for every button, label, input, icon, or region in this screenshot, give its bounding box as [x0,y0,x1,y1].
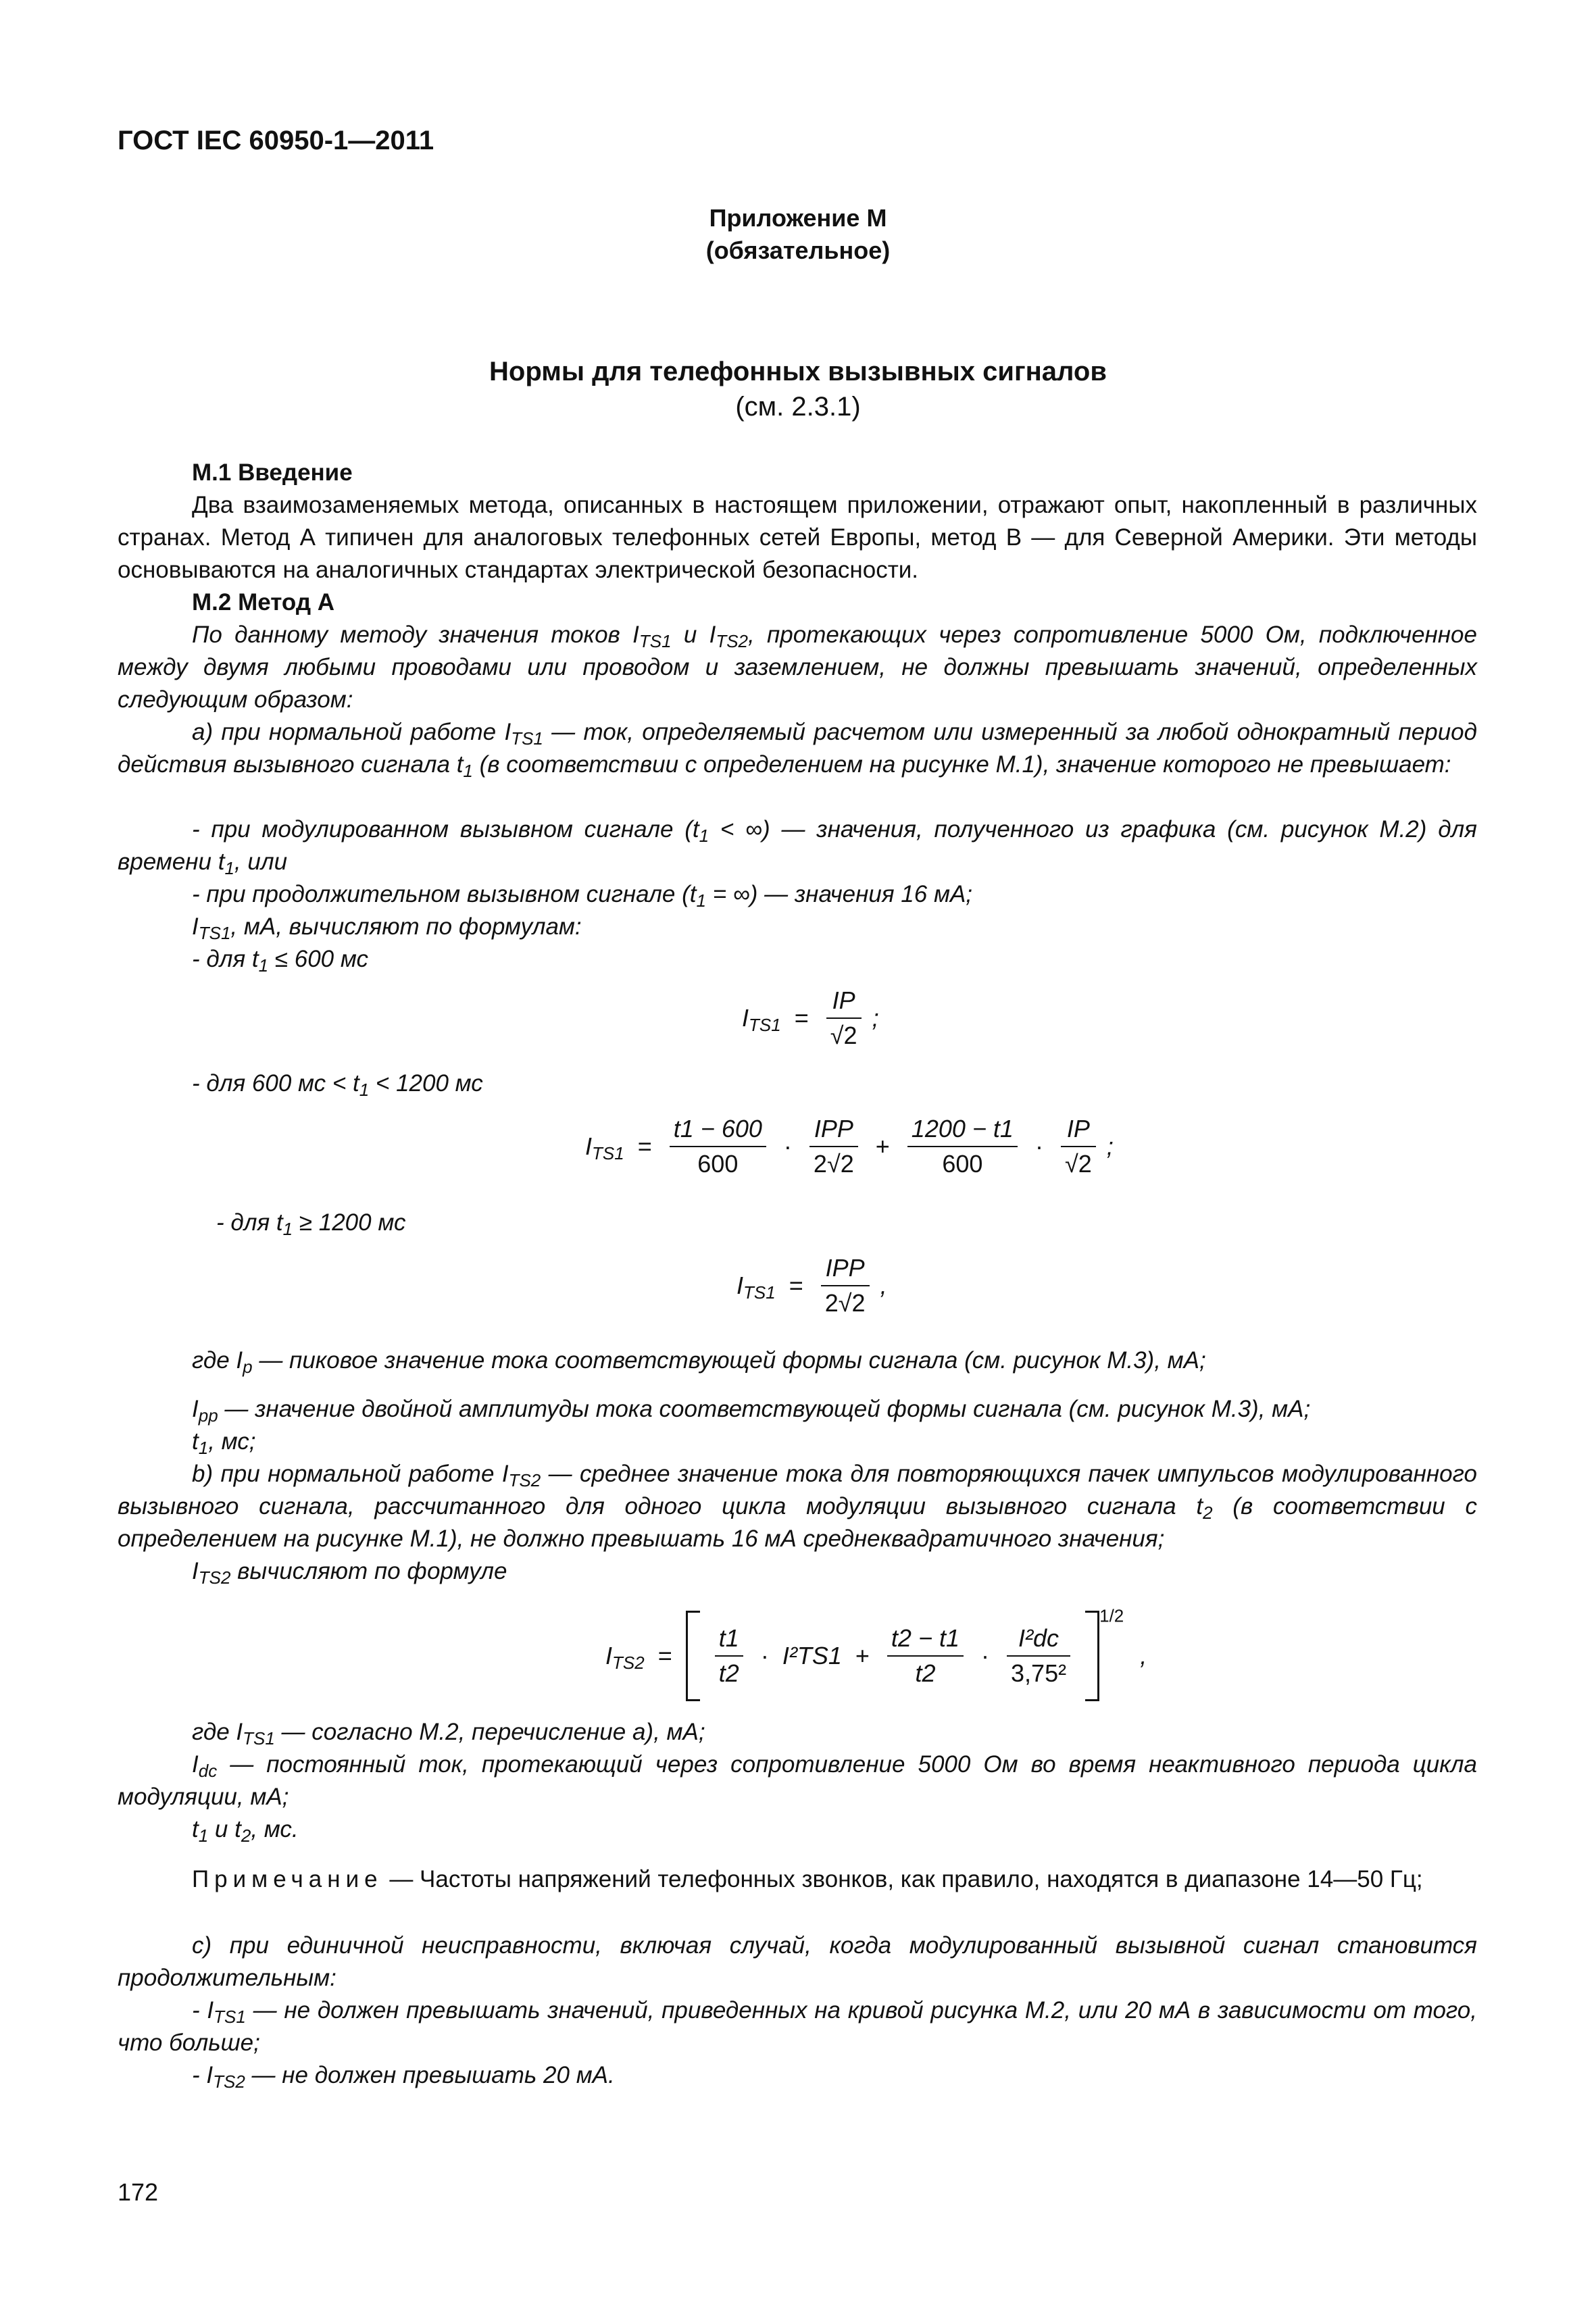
cross-reference: (см. 2.3.1) [735,392,861,422]
formula-1-fraction: $\frac{IP}{√2}$ [826,986,862,1050]
formula-3-fraction: $\frac{\text{IPP}}{2√2}$ [821,1254,870,1317]
appendix-status: (обязательное) [705,236,891,264]
calc-intro: $I_{TS1}$, мА, вычисляют по формулам: [192,913,582,943]
formula-1: $I_{TS1}$ = $\frac{IP}{√2}$ ; [742,986,879,1049]
standard-header: ГОСТ IEC 60950-1—2011 [118,126,434,155]
ipp-definition: $I_{pp}$ — значение двойной амплитуды тока соответствующей формы сигнала (см. рисунок М.3), мА; [192,1396,1311,1426]
formula-2: $I_{TS1}$ = $\frac{t1 - 600}{600}$ · $\frac{\text{IPP}}{2√2}$ + $\frac{1200 - t1}{600}$ · $\frac{IP}{√2}$ ; [585,1115,1114,1178]
idc-definition: $I_{dc}$ — постоянный ток, протекающий через сопротивление 5000 Ом во время неактивного периода цикла модуляции, мА; [118,1751,1477,1810]
ip-definition: где $I_p$ — пиковое значение тока соответствующей формы сигнала (см. рисунок М.3), мА; [192,1347,1206,1377]
section-m2-intro: По данному методу значения токов $I_{TS1}$ и $I_{TS2}$, протекающих через сопротивление 5000 Ом, подключенное между двумя любыми проводами или проводом и заземлением, не должны превышать значений, определенных следующим образом: [118,622,1477,713]
item-c2: - $I_{TS2}$ — не должен превышать 20 мА. [192,2062,615,2092]
item-a: a) при нормальной работе $I_{TS1}$ — ток, определяемый расчетом или измеренный за любой однократный период действия вызывного сигнала $t_1$ (в соответствии с определением на рисунке М.1), значение которого не превышает: [118,719,1477,781]
case-1-label: - для $t_1 \le 600$ мс [192,946,368,976]
formula-2-fraction-c: $\frac{1200 - t1}{600}$ [907,1115,1018,1178]
item-modulated: - при модулированном вызывном сигнале ($t_1$ < ∞) — значения, полученного из графика (см. рисунок М.2) для времени $t_1$, или [118,816,1477,878]
formula-2-fraction-b: $\frac{\text{IPP}}{2√2}$ [809,1115,858,1178]
item-c1: - $I_{TS1}$ — не должен превышать значений, приведенных на кривой рисунка М.2, или 20 мА в зависимости от того, что больше; [118,1997,1477,2056]
t1-t2-definition: $t_1$ и $t_2$, мс. [192,1816,299,1846]
section-m1-heading: М.1 Введение [192,459,353,486]
formula-4-fraction-d: $\frac{\text{I²dc}}{\text{3,75²}}$ [1007,1624,1070,1688]
left-bracket [686,1611,700,1701]
case-2-label: - для 600 мс < $t_1 < 1200$ мс [192,1070,483,1100]
formula-2-fraction-d: $\frac{IP}{√2}$ [1061,1115,1096,1178]
ts2-calc-intro: $I_{TS2}$ вычисляют по формуле [192,1558,507,1588]
right-bracket [1085,1611,1099,1701]
t1-definition: $t_1$, мс; [192,1428,256,1458]
case-3-label: - для $t_1 \ge 1200$ мс [216,1209,406,1239]
section-m1-text: Два взаимозаменяемых метода, описанных в настоящем приложении, отражают опыт, накопленный в различных странах. Метод А типичен для аналоговых телефонных сетей Европы, метод В — для Северной Америки. Эти методы основываются на аналогичных стандартах электрической безопасности. [118,492,1477,583]
page-number: 172 [118,2178,159,2206]
appendix-title: Приложение М [709,204,887,232]
note: Примечание — Частоты напряжений телефонных звонков, как правило, находятся в диапазоне 14—50 Гц; [192,1866,1423,1892]
where-ts1: где $I_{TS1}$ — согласно М.2, перечисление а), мА; [192,1719,705,1749]
formula-4-fraction-a: $\frac{t1}{t2}$ [715,1624,743,1688]
note-label: Примечание [192,1866,383,1892]
section-m2-heading: М.2 Метод А [192,589,335,615]
formula-4-fraction-c: $\frac{t2 - t1}{t2}$ [887,1624,964,1688]
formula-4: $I_{TS2}$ = $\frac{t1}{t2}$ · I²TS1 + $\frac{t2 - t1}{t2}$ · $\frac{\text{I²dc}}{\text{3,75²}}$ $^{1/2}$ , [605,1611,1147,1701]
formula-2-fraction-a: $\frac{t1 - 600}{600}$ [670,1115,766,1178]
item-continuous: - при продолжительном вызывном сигнале ($t_1$ = ∞) — значения 16 мА; [192,881,973,911]
item-c: c) при единичной неисправности, включая случай, когда модулированный вызывной сигнал становится продолжительным: [118,1932,1477,1991]
formula-3: $I_{TS1}$ = $\frac{\text{IPP}}{2√2}$ , [737,1254,887,1317]
item-b: b) при нормальной работе $I_{TS2}$ — среднее значение тока для повторяющихся пачек импульсов модулированного вызывного сигнала, рассчитанного для одного цикла модуляции вызывного сигнала $t_2$ (в соответствии с определением на рисунке М.1), не должно превышать 16 мА среднеквадратичного значения; [118,1461,1477,1552]
document-title: Нормы для телефонных вызывных сигналов [489,357,1107,386]
